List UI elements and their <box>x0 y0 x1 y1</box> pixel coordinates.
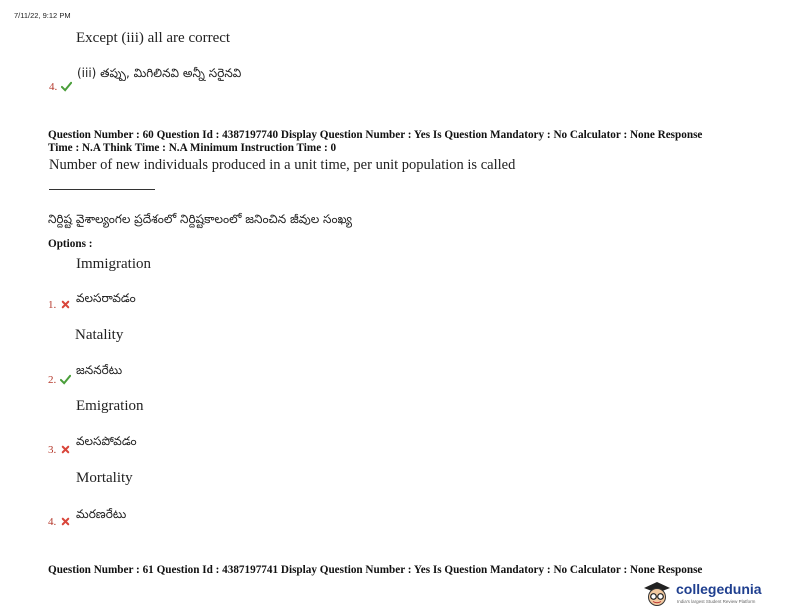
question-text-telugu: నిర్దిష్ట వైశాల్యంగల ప్రదేశంలో నిర్దిష్టకాలంలో జనించిన జీవుల సంఖ్య <box>48 212 352 226</box>
prev-option-text: Except (iii) all are correct <box>76 30 231 46</box>
print-timestamp: 7/11/22, 9:12 PM <box>14 11 71 20</box>
option-3-telugu: వలసపోవడం <box>76 434 137 448</box>
collegedunia-logo <box>640 580 788 608</box>
option-4-telugu: మరణరేటు <box>76 507 127 521</box>
option-4-text: Mortality <box>76 470 133 486</box>
option-3-marker <box>48 440 71 458</box>
option-1-marker <box>48 295 71 313</box>
option-3-text: Emigration <box>76 398 144 414</box>
option-4-marker <box>48 512 71 530</box>
option-number: 3. <box>48 444 57 456</box>
option-2-telugu: జననరేటు <box>76 363 123 377</box>
options-label: Options : <box>48 238 93 250</box>
next-question-meta-line1: Question Number : 61 Question Id : 4387197741 Display Question Number : Yes Is Question Mandatory : No Calculator : None Response <box>48 564 703 576</box>
answer-blank <box>49 189 155 190</box>
logo-brand-text: collegedunia <box>676 581 762 597</box>
prev-option-telugu: (iii) తప్పు, మిగిలినవి అన్నీ సరైనవి <box>77 66 242 80</box>
option-number: 4. <box>48 516 57 528</box>
prev-option-4 <box>49 77 72 95</box>
option-1-text: Immigration <box>76 256 151 272</box>
option-2-text: Natality <box>75 327 124 343</box>
cross-icon <box>60 516 71 527</box>
option-number: 2. <box>48 374 57 386</box>
option-number: 4. <box>49 81 58 93</box>
question-text: Number of new individuals produced in a unit time, per unit population is called <box>49 157 516 173</box>
option-1-telugu: వలసరావడం <box>76 291 136 305</box>
logo-tagline: India's largest Student Review Platform <box>677 599 756 604</box>
mascot-icon <box>640 580 674 608</box>
cross-icon <box>60 299 71 310</box>
option-number: 1. <box>48 299 57 311</box>
check-icon <box>60 374 71 385</box>
cross-icon <box>60 444 71 455</box>
question-meta-line2: Time : N.A Think Time : N.A Minimum Instruction Time : 0 <box>48 141 337 154</box>
question-meta-line1: Question Number : 60 Question Id : 4387197740 Display Question Number : Yes Is Question Mandatory : No Calculator : None Response <box>48 129 703 141</box>
option-2-marker <box>48 370 71 388</box>
check-icon <box>61 81 72 92</box>
